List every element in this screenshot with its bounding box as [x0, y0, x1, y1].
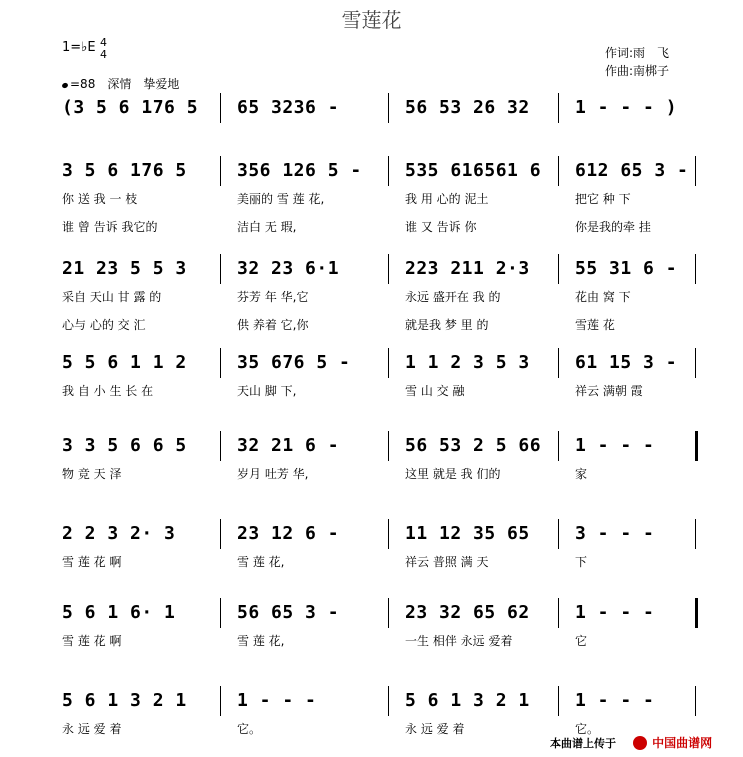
bar-line — [220, 686, 221, 716]
lyric-verse-2: 供 养着 它,你 — [237, 318, 309, 332]
lyric-verse-1: 岁月 吐芳 华, — [237, 467, 309, 481]
lyric-verse-1: 雪 莲 花 啊 — [62, 555, 122, 569]
measure-notes: 1 - - - — [575, 602, 655, 623]
key-note: E — [87, 40, 96, 55]
bar-line — [695, 156, 696, 186]
measure-notes: 21 23 5 5 3 — [62, 258, 187, 279]
bar-line — [220, 598, 221, 628]
bar-line — [388, 348, 389, 378]
measure-notes: 32 23 6·1 — [237, 258, 340, 279]
bar-line — [558, 519, 559, 549]
key-signature — [62, 36, 107, 61]
lyric-verse-1: 永 远 爱 着 — [405, 722, 465, 736]
measure-notes: 56 65 3 - — [237, 602, 340, 623]
measure-notes: 3 5 6 176 5 — [62, 160, 187, 181]
bar-line — [558, 93, 559, 123]
lyric-verse-1: 下 — [575, 555, 588, 569]
measure-notes: 5 5 6 1 1 2 — [62, 352, 187, 373]
site-name: 中国曲谱网 — [652, 736, 713, 750]
bar-line — [558, 431, 559, 461]
lyric-verse-1: 把它 种 下 — [575, 192, 631, 206]
measure-notes: 1 - - - — [575, 435, 655, 456]
measure-notes: 612 65 3 - — [575, 160, 689, 181]
lyric-verse-1: 它。 — [237, 722, 262, 736]
song-title: 雪莲花 — [341, 8, 402, 32]
bar-line — [695, 254, 696, 284]
measure-notes: 5 6 1 3 2 1 — [62, 690, 187, 711]
lyric-verse-1: 雪 莲 花, — [237, 555, 285, 569]
measure-notes: 65 3236 - — [237, 97, 340, 118]
lyric-verse-2: 你是我的牵 挂 — [575, 220, 651, 234]
measure-notes: 23 12 6 - — [237, 523, 340, 544]
measure-notes: 5 6 1 6· 1 — [62, 602, 176, 623]
bar-line — [388, 519, 389, 549]
bar-line — [388, 431, 389, 461]
measure-notes: 32 21 6 - — [237, 435, 340, 456]
lyric-verse-1: 永远 盛开在 我 的 — [405, 290, 501, 304]
tempo-marking — [62, 75, 179, 92]
tempo-bpm: =88 — [70, 77, 96, 91]
lyric-verse-1: 它 — [575, 634, 588, 648]
bar-line — [388, 156, 389, 186]
bar-line — [388, 93, 389, 123]
measure-notes: 3 3 5 6 6 5 — [62, 435, 187, 456]
expression-text: 深情 挚爱地 — [107, 77, 180, 91]
lyric-verse-2: 洁白 无 瑕, — [237, 220, 297, 234]
upload-credit: 本曲谱上传于 — [550, 737, 616, 750]
composer-credit: 作曲:南梆子 — [605, 64, 670, 78]
lyric-verse-1: 天山 脚 下, — [237, 384, 297, 398]
measure-notes: 535 616561 6 — [405, 160, 542, 181]
flat-sign: ♭ — [81, 40, 88, 55]
lyric-verse-1: 物 竞 天 泽 — [62, 467, 122, 481]
bar-line — [220, 93, 221, 123]
measure-notes: 23 32 65 62 — [405, 602, 530, 623]
repeat-bar-line — [695, 598, 698, 628]
site-logo — [633, 732, 728, 748]
lyric-verse-1: 祥云 满朝 霞 — [575, 384, 643, 398]
lyric-verse-1: 我 自 小 生 长 在 — [62, 384, 154, 398]
lyric-verse-1: 祥云 普照 满 天 — [405, 555, 489, 569]
measure-notes: 3 - - - — [575, 523, 655, 544]
lyric-verse-1: 芬芳 年 华,它 — [237, 290, 309, 304]
lyric-verse-1: 我 用 心的 泥土 — [405, 192, 489, 206]
bar-line — [388, 686, 389, 716]
quarter-note-icon — [61, 82, 68, 89]
lyric-verse-2: 谁 曾 告诉 我它的 — [62, 220, 158, 234]
lyric-verse-1: 你 送 我 一 枝 — [62, 192, 138, 206]
bar-line — [220, 431, 221, 461]
lyric-verse-1: 它。 — [575, 722, 600, 736]
lyric-verse-1: 这里 就是 我 们的 — [405, 467, 501, 481]
lyric-verse-1: 雪 莲 花, — [237, 634, 285, 648]
bar-line — [388, 254, 389, 284]
lyric-verse-1: 永 远 爱 着 — [62, 722, 122, 736]
lyric-verse-2: 就是我 梦 里 的 — [405, 318, 489, 332]
measure-notes: (3 5 6 176 5 — [62, 97, 199, 118]
lyric-verse-1: 美丽的 雪 莲 花, — [237, 192, 325, 206]
bar-line — [558, 686, 559, 716]
measure-notes: 5 6 1 3 2 1 — [405, 690, 530, 711]
measure-notes: 11 12 35 65 — [405, 523, 530, 544]
lyric-verse-1: 雪 山 交 融 — [405, 384, 465, 398]
measure-notes: 1 - - - ) — [575, 97, 678, 118]
logo-mark-icon — [633, 736, 647, 750]
bar-line — [558, 598, 559, 628]
lyricist-credit: 作词:雨 飞 — [605, 46, 670, 60]
lyric-verse-2: 心与 心的 交 汇 — [62, 318, 146, 332]
lyric-verse-1: 一生 相伴 永远 爱着 — [405, 634, 513, 648]
bar-line — [220, 254, 221, 284]
measure-notes: 61 15 3 - — [575, 352, 678, 373]
lyric-verse-2: 谁 又 告诉 你 — [405, 220, 477, 234]
measure-notes: 1 1 2 3 5 3 — [405, 352, 530, 373]
measure-notes: 2 2 3 2· 3 — [62, 523, 176, 544]
lyric-verse-2: 雪莲 花 — [575, 318, 615, 332]
bar-line — [220, 519, 221, 549]
bar-line — [220, 348, 221, 378]
repeat-bar-line — [695, 431, 698, 461]
time-signature — [100, 37, 107, 61]
lyric-verse-1: 花由 窝 下 — [575, 290, 631, 304]
measure-notes: 55 31 6 - — [575, 258, 678, 279]
bar-line — [695, 686, 696, 716]
bar-line — [695, 519, 696, 549]
bar-line — [388, 598, 389, 628]
key-prefix: 1= — [62, 40, 82, 55]
measure-notes: 1 - - - — [237, 690, 317, 711]
bar-line — [558, 348, 559, 378]
bar-line — [558, 156, 559, 186]
bar-line — [695, 348, 696, 378]
bar-line — [558, 254, 559, 284]
bar-line — [220, 156, 221, 186]
measure-notes: 56 53 26 32 — [405, 97, 530, 118]
time-bottom: 4 — [100, 48, 107, 61]
time-top: 4 — [100, 36, 107, 49]
lyric-verse-1: 采自 天山 甘 露 的 — [62, 290, 162, 304]
measure-notes: 1 - - - — [575, 690, 655, 711]
measure-notes: 356 126 5 - — [237, 160, 362, 181]
measure-notes: 35 676 5 - — [237, 352, 351, 373]
lyric-verse-1: 雪 莲 花 啊 — [62, 634, 122, 648]
measure-notes: 223 211 2·3 — [405, 258, 530, 279]
measure-notes: 56 53 2 5 66 — [405, 435, 542, 456]
lyric-verse-1: 家 — [575, 467, 588, 481]
